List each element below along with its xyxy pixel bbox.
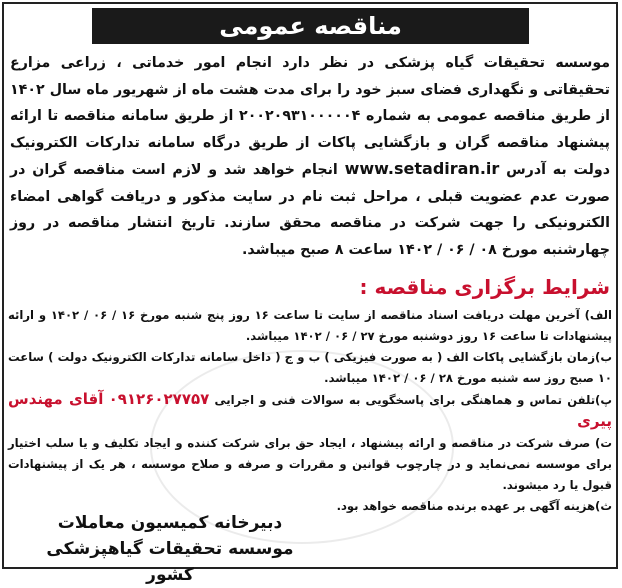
contact-person: آقای مهندس پیری	[8, 390, 612, 430]
signature-line2: موسسه تحقیقات گیاهپزشکی کشور	[46, 539, 294, 585]
signature-line1: دبیرخانه کمیسیون معاملات	[57, 513, 283, 533]
intro-text-part2: انجام خواهد شد و لازم است مناقصه گران در صورت عدم عضویت قبلی ، مراحل ثبت نام در سایت مذکور و دریافت گواهی امضاء الکترونیکی را جهت شرکت در مناقصه محقق سازند. تاریخ انتشار مناقصه در روز چهارشنبه مورخ ۰۸ / ۰۶ / ۱۴۰۲ ساعت ۸ صبح میباشد.	[10, 162, 610, 258]
intro-text-part1: موسسه تحقیقات گیاه پزشکی در نظر دارد انجام امور خدماتی ، زراعی مزارع تحقیقاتی و نگهداری فضای سبز خود را برای مدت هشت ماه از شهریور ماه سال ۱۴۰۲ از طریق مناقصه عمومی به شماره ۲۰۰۲۰۹۳۱۰۰۰۰۰۴ از طریق سامانه مناقصه تا ارائه پیشنهاد مناقصه گران و بازگشایی پاکات از طریق درگاه سامانه تدارکات الکترونیک دولت به آدرس	[10, 55, 610, 178]
notice-title-text: مناقصه عمومی	[219, 12, 402, 40]
contact-phone[interactable]: ۰۹۱۲۶۰۲۷۷۵۷	[108, 390, 210, 408]
intro-paragraph	[10, 50, 610, 263]
condition-be: ب)زمان بازگشایی پاکات الف ( به صورت فیزیکی ) ب و ج ( داخل سامانه تدارکات الکترونیک دولت ) ساعت ۱۰ صبح روز سه شنبه مورخ ۲۸ / ۰۶ / ۱۴۰۲ میباشد.	[8, 350, 612, 385]
notice-title	[92, 8, 529, 44]
condition-pe-text: پ)تلفن تماس و هماهنگی برای پاسخگویی به سوالات فنی و اجرایی	[214, 393, 613, 407]
condition-alef: الف) آخرین مهلت دریافت اسناد مناقصه از سایت تا ساعت ۱۶ روز پنج شنبه مورخ ۱۶ / ۰۶ / ۱۴۰۲ و ارائه پیشنهادات تا ساعت ۱۶ روز دوشنبه مورخ ۲۷ / ۰۶ / ۱۴۰۲ میباشد.	[8, 308, 612, 343]
conditions-list	[8, 305, 612, 517]
condition-se: ث)هزینه آگهی بر عهده برنده مناقصه خواهد بود.	[336, 499, 612, 513]
condition-pe	[8, 389, 612, 433]
conditions-heading: شرایط برگزاری مناقصه :	[359, 275, 610, 299]
signature-block	[20, 510, 320, 588]
setad-url-link[interactable]: www.setadiran.ir	[344, 159, 500, 178]
condition-te: ت) صرف شرکت در مناقصه و ارائه پیشنهاد ، ایجاد حق برای شرکت کننده و ایجاد تکلیف و یا سلب اختیار برای موسسه نمی‌نماید و در چارچوب قوانین و مقررات و صرفه و صلاح موسسه ، هر یک از پیشنهادات قبول یا رد میشوند.	[8, 436, 612, 492]
